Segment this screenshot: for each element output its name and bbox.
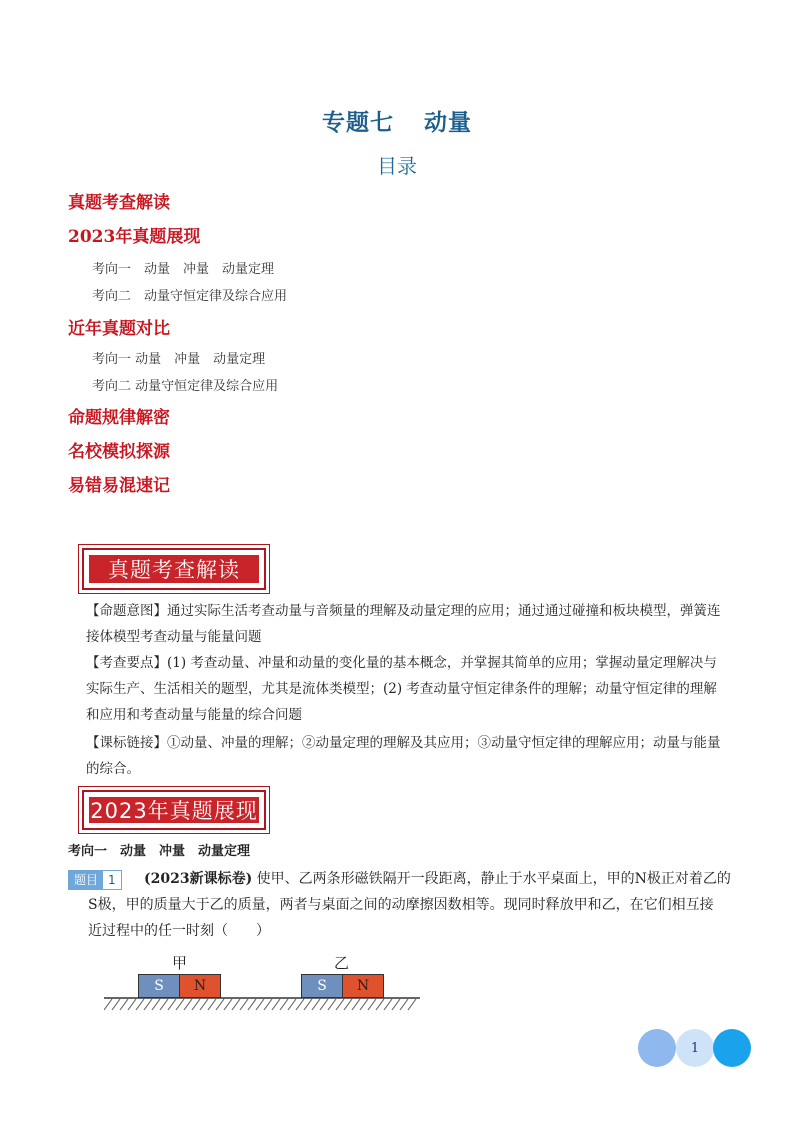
page-decor-circle-left [638, 1029, 676, 1067]
magnet-label-yi: 乙 [334, 954, 350, 972]
toc-link-exam-analysis[interactable]: 真题考查解读 [68, 193, 170, 213]
title-topic: 专题七 [322, 110, 394, 136]
section-banner-2023-questions [82, 790, 266, 830]
label-intent: 【命题意图】 [86, 603, 167, 619]
badge-number: 1 [103, 871, 121, 889]
label-curriculum: 【课标链接】 [86, 735, 167, 751]
question-badge [68, 870, 122, 890]
paragraph-intent [86, 598, 726, 650]
toc-sub-item[interactable]: 考向一 动量 冲量 动量定理 [92, 262, 275, 277]
label-key-points: 【考查要点】 [86, 655, 167, 671]
toc-sub-item[interactable]: 考向二 动量守恒定律及综合应用 [92, 289, 288, 304]
magnet-yi [301, 974, 384, 998]
question-line-1 [144, 866, 734, 892]
direction-heading: 考向一 动量 冲量 动量定理 [68, 844, 251, 859]
pole-n: N [343, 975, 383, 997]
question-line-2: S极，甲的质量大于乙的质量，两者与桌面之间的动摩擦因数相等。现同时释放甲和乙，在它们相互接 [88, 897, 714, 913]
title-subject: 动量 [424, 110, 472, 136]
pole-s: S [302, 975, 343, 997]
text-intent: 通过实际生活考查动量与音频量的理解及动量定理的应用；通过通过碰撞和板块模型，弹簧连接体模型考查动量与能量问题 [86, 603, 721, 645]
text-key-points: (1) 考查动量、冲量和动量的变化量的基本概念，并掌握其简单的应用；掌握动量定理解决与实际生产、生活相关的题型，尤其是流体类模型；(2) 考查动量守恒定律条件的理解；动量守恒定律的理解和应用和考查动量与能量的综合问题 [86, 655, 717, 723]
table-surface [104, 997, 420, 1013]
pole-s: S [139, 975, 180, 997]
toc-heading: 目录 [377, 154, 417, 178]
toc-sub-item[interactable]: 考向一 动量 冲量 动量定理 [92, 352, 266, 367]
pole-n: N [180, 975, 220, 997]
toc-link-error-notes[interactable]: 易错易混速记 [68, 476, 170, 496]
toc-link-school-simulation[interactable]: 名校模拟探源 [68, 442, 170, 462]
magnet-label-jia: 甲 [172, 954, 188, 972]
toc-link-2023-questions[interactable]: 2023年真题展现 [68, 227, 201, 247]
paragraph-curriculum [86, 730, 726, 782]
section-banner-exam-analysis [82, 548, 266, 590]
text-curriculum: ①动量、冲量的理解；②动量定理的理解及其应用；③动量守恒定律的理解应用；动量与能量的综合。 [86, 735, 721, 777]
toc-link-pattern-decoding[interactable]: 命题规律解密 [68, 408, 170, 428]
banner-label: 2023年真题展现 [90, 799, 258, 823]
page-decor-circle-right [713, 1029, 751, 1067]
paragraph-key-points [86, 650, 726, 728]
banner-label: 真题考查解读 [89, 555, 259, 583]
page-number: 1 [676, 1029, 714, 1067]
toc-link-recent-comparison[interactable]: 近年真题对比 [68, 319, 170, 339]
question-text-1: 使甲、乙两条形磁铁隔开一段距离，静止于水平桌面上，甲的N极正对着乙的 [256, 871, 731, 887]
question-source: (2023新课标卷) [144, 871, 253, 887]
toc-sub-item[interactable]: 考向二 动量守恒定律及综合应用 [92, 379, 279, 394]
page-title [0, 104, 794, 137]
question-line-3: 近过程中的任一时刻（ ） [88, 923, 270, 939]
magnet-jia [138, 974, 221, 998]
badge-label: 题目 [69, 871, 103, 889]
